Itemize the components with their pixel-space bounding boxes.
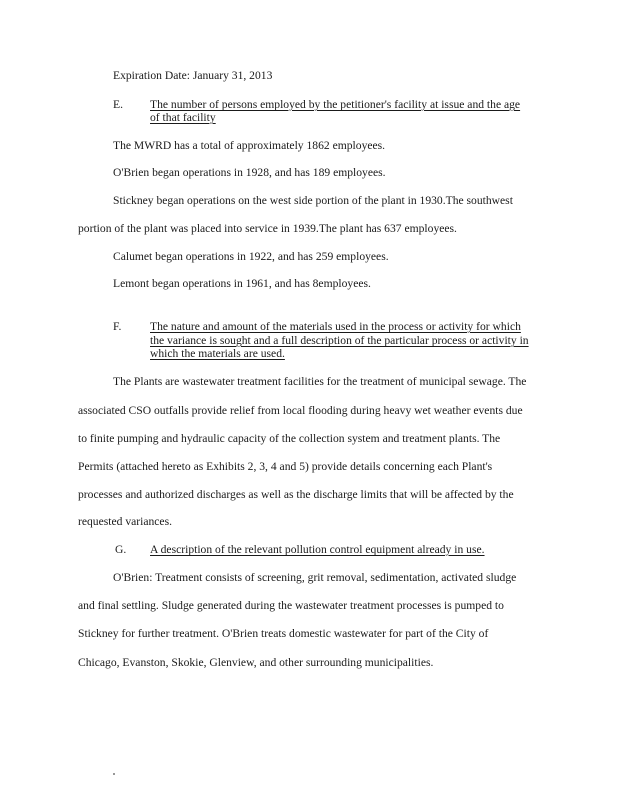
- section-f-heading-line-1: The nature and amount of the materials used in the process or activity for which: [150, 320, 521, 333]
- section-e-paragraph-3-line-1: Stickney began operations on the west side portion of the plant in 1930.The southwest: [113, 194, 513, 207]
- section-g-body-line-2: and final settling. Sludge generated during the wastewater treatment processes is pumped to: [78, 599, 504, 612]
- section-f-heading-line-3: which the materials are used.: [150, 347, 285, 360]
- section-e-paragraph-3-line-2: portion of the plant was placed into service in 1939.The plant has 637 employees.: [78, 222, 457, 235]
- section-e-letter: E.: [113, 98, 123, 111]
- section-e-paragraph-1: The MWRD has a total of approximately 1862 employees.: [113, 139, 386, 152]
- section-f-body-line-1: The Plants are wastewater treatment facilities for the treatment of municipal sewage. The: [113, 375, 527, 388]
- section-g-body-line-1: O'Brien: Treatment consists of screening, grit removal, sedimentation, activated sludge: [113, 571, 517, 584]
- expiration-date: Expiration Date: January 31, 2013: [113, 69, 273, 82]
- section-f-heading-line-2: the variance is sought and a full description of the particular process or activity in: [150, 334, 529, 347]
- section-f-body-line-5: processes and authorized discharges as well as the discharge limits that will be affected by the: [78, 488, 514, 501]
- section-g-letter: G.: [115, 543, 127, 556]
- section-e-heading-line-2: [150, 111, 216, 125]
- section-f-letter: F.: [113, 320, 122, 333]
- section-e-paragraph-5: Lemont began operations in 1961, and has 8employees.: [113, 277, 371, 290]
- section-f-body-line-2: associated CSO outfalls provide relief from local flooding during heavy wet weather events due: [78, 404, 523, 417]
- section-f-body-line-4: Permits (attached hereto as Exhibits 2, 3, 4 and 5) provide details concerning each Plant's: [78, 460, 493, 473]
- scan-speck: [113, 773, 115, 775]
- section-g-heading: A description of the relevant pollution control equipment already in use.: [150, 543, 485, 556]
- section-e-paragraph-2: O'Brien began operations in 1928, and has 189 employees.: [113, 166, 386, 179]
- section-e-heading-line-2-text: of that facility: [150, 111, 216, 124]
- section-g-body-line-4: Chicago, Evanston, Skokie, Glenview, and other surrounding municipalities.: [78, 656, 434, 669]
- section-e-paragraph-4: Calumet began operations in 1922, and has 259 employees.: [113, 250, 389, 263]
- section-f-body-line-6: requested variances.: [78, 515, 172, 528]
- section-g-body-line-3: Stickney for further treatment. O'Brien treats domestic wastewater for part of the City of: [78, 627, 489, 640]
- section-e-heading-line-1: The number of persons employed by the petitioner's facility at issue and the age: [150, 98, 521, 111]
- section-f-body-line-3: to finite pumping and hydraulic capacity of the collection system and treatment plants. The: [78, 432, 501, 445]
